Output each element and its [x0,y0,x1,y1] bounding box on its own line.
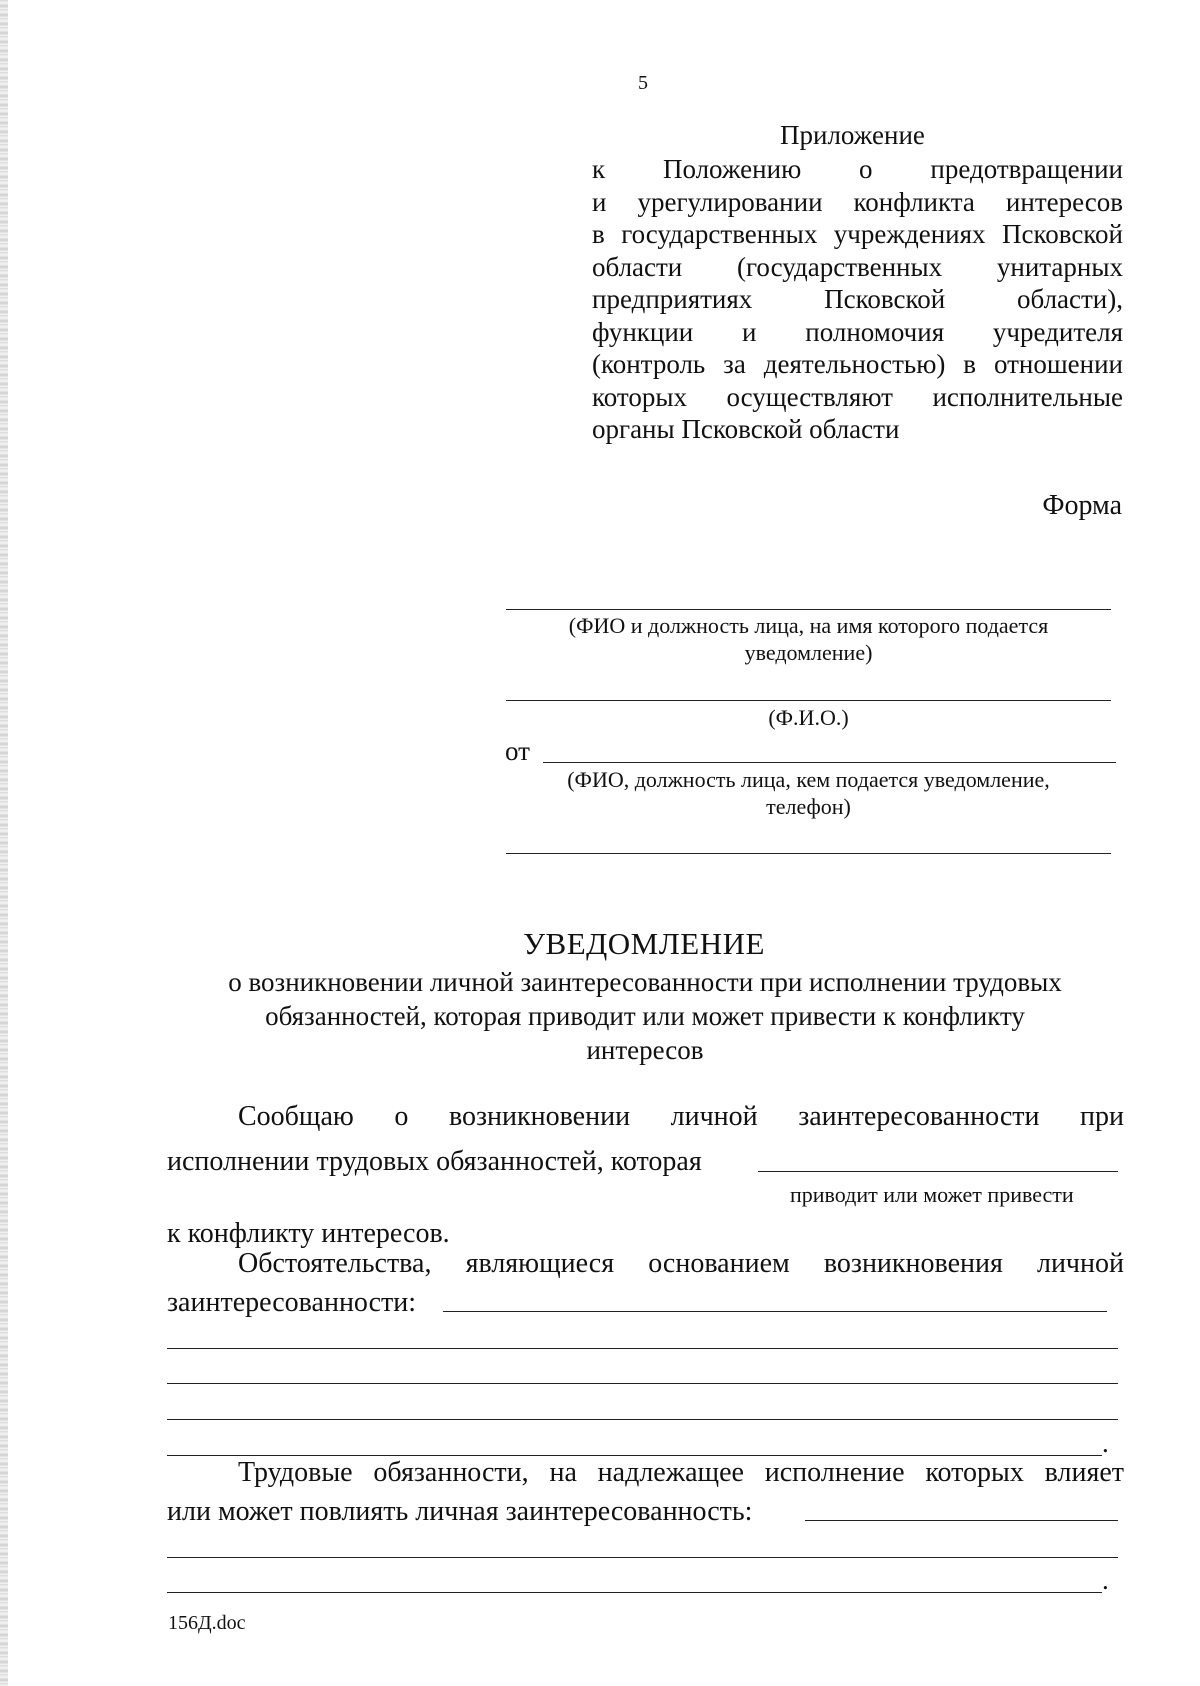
sender-caption-line1: (ФИО, должность лица, кем подается уведомление, [567,767,1050,792]
subtitle-line: обязанностей, которая приводит или может привести к конфликту [265,1001,1025,1031]
p3-second-line: или может повлиять личная заинтересованность: [167,1496,753,1527]
period-mark: . [1102,1565,1109,1595]
p3-first-line [238,1457,1124,1489]
appendix-line: к Положению о предотвращении [592,154,1123,184]
p1-third-line: к конфликту интересов. [167,1218,450,1249]
circumstances-field-line-1[interactable] [443,1311,1107,1312]
p1-line1: Сообщаю о возникновении личной заинтересованности при [238,1101,1124,1132]
recipient-caption-line1: (ФИО и должность лица, на имя которого подается [568,613,1049,638]
appendix-line: области (государственных унитарных [592,251,1123,282]
page-number: 5 [638,72,648,94]
appendix-line: предприятиях Псковской области), [592,284,1123,314]
circumstances-field-line-2[interactable] [167,1348,1118,1349]
appendix-body [592,153,1123,446]
recipient-field-line[interactable] [506,609,1111,610]
p1-hint: приводит или может привести [790,1182,1074,1207]
circumstances-field-line-3[interactable] [167,1383,1118,1384]
circumstances-field-line-5[interactable] [167,1455,1102,1456]
conflict-effect-field-line[interactable] [758,1171,1118,1172]
appendix-line: в государственных учреждениях Псковской [592,219,1123,249]
sender-caption-line2: телефон) [766,794,851,819]
subtitle-line: о возникновении личной заинтересованности при исполнении трудовых [228,967,1062,997]
sender-caption [506,766,1111,820]
recipient-caption [506,612,1111,666]
from-label: от [505,736,530,766]
form-label: Форма [1042,490,1122,521]
p1-second-line: исполнении трудовых обязанностей, которая [167,1146,702,1177]
appendix-line: и урегулировании конфликта интересов [592,186,1123,217]
recipient-caption-line2: уведомление) [744,640,873,665]
scan-edge [0,0,8,1686]
fio-field-line[interactable] [506,700,1111,701]
sender-field-line[interactable] [543,762,1116,763]
p2-first-line [238,1248,1124,1280]
document-title: УВЕДОМЛЕНИЕ [523,926,765,961]
p2-line1: Обстоятельства, являющиеся основанием возникновения личной [238,1248,1124,1279]
p2-second-line: заинтересованности: [167,1287,417,1318]
duties-field-line-1[interactable] [805,1520,1118,1521]
extra-field-line[interactable] [506,853,1111,854]
fio-caption: (Ф.И.О.) [768,705,849,730]
appendix-line: которых осуществляют исполнительные [592,381,1123,412]
appendix-line: (контроль за деятельностью) в отношении [592,349,1123,379]
p1-first-line [238,1101,1124,1133]
duties-field-line-3[interactable] [167,1592,1102,1593]
document-subtitle [170,965,1120,1067]
subtitle-line: интересов [586,1035,704,1065]
circumstances-field-line-4[interactable] [167,1419,1118,1420]
appendix-title: Приложение [780,120,925,150]
period-mark: . [1102,1428,1109,1458]
appendix-line: органы Псковской области [592,414,900,444]
appendix-line: функции и полномочия учредителя [592,316,1123,347]
p3-line1: Трудовые обязанности, на надлежащее исполнение которых влияет [238,1457,1124,1488]
duties-field-line-2[interactable] [167,1557,1118,1558]
footer-filename: 156Д.doc [168,1612,246,1634]
